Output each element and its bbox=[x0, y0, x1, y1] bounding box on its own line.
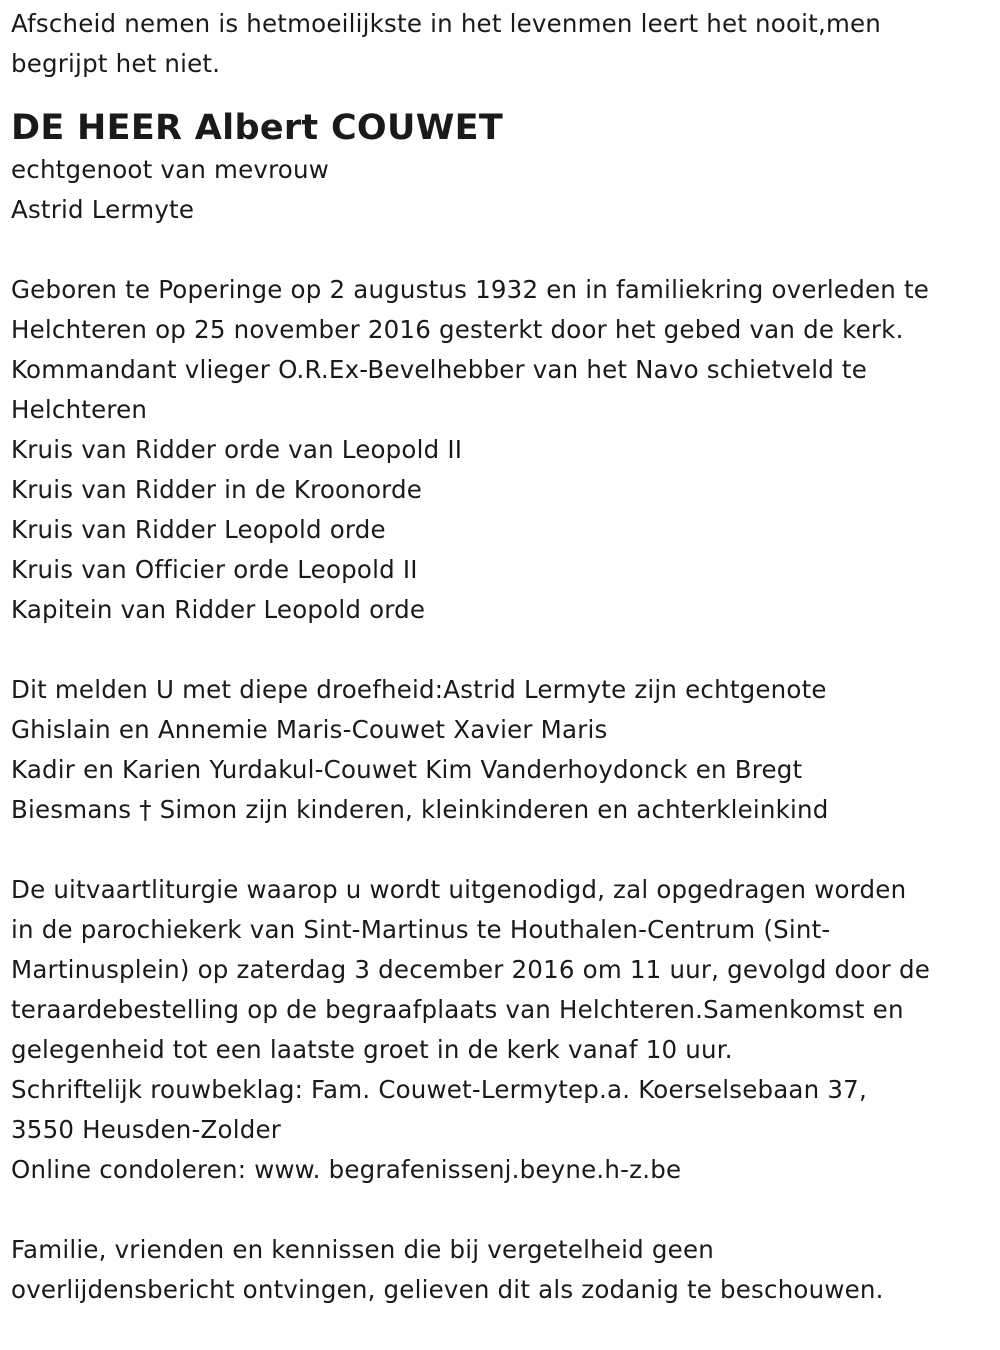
deceased-name: DE HEER Albert COUWET bbox=[11, 108, 503, 148]
funeral-line: Online condoleren: www. begrafenissenj.beyne.h-z.be bbox=[11, 1155, 682, 1184]
paragraph-spacer bbox=[11, 630, 991, 670]
funeral-line: Schriftelijk rouwbeklag: Fam. Couwet-Lermytep.a. Koerselsebaan 37, bbox=[11, 1075, 867, 1104]
funeral-section bbox=[11, 870, 991, 1190]
funeral-line: teraardebestelling op de begraafplaats van Helchteren.Samenkomst en bbox=[11, 995, 904, 1024]
family-line: Ghislain en Annemie Maris-Couwet Xavier Maris bbox=[11, 715, 608, 744]
biography-line: Kruis van Officier orde Leopold II bbox=[11, 555, 418, 584]
funeral-line: De uitvaartliturgie waarop u wordt uitgenodigd, zal opgedragen worden bbox=[11, 875, 907, 904]
biography-line: Kruis van Ridder Leopold orde bbox=[11, 515, 386, 544]
family-line: Dit melden U met diepe droefheid:Astrid Lermyte zijn echtgenote bbox=[11, 675, 827, 704]
closing-section bbox=[11, 1230, 991, 1310]
biography-line: Helchteren bbox=[11, 395, 148, 424]
quote-line: Afscheid nemen is hetmoeilijkste in het levenmen leert het nooit,men bbox=[11, 9, 882, 38]
spouse-line: echtgenoot van mevrouw bbox=[11, 155, 329, 184]
opening-quote bbox=[11, 4, 991, 84]
biography-line: Geboren te Poperinge op 2 augustus 1932 en in familiekring overleden te bbox=[11, 275, 930, 304]
family-line: Kadir en Karien Yurdakul-Couwet Kim Vanderhoydonck en Bregt bbox=[11, 755, 803, 784]
closing-line: Familie, vrienden en kennissen die bij vergetelheid geen bbox=[11, 1235, 714, 1264]
biography-line: Kruis van Ridder orde van Leopold II bbox=[11, 435, 463, 464]
obituary-notice bbox=[11, 4, 991, 1310]
spouse-info bbox=[11, 150, 991, 230]
biography-section bbox=[11, 270, 991, 630]
funeral-line: 3550 Heusden-Zolder bbox=[11, 1115, 281, 1144]
biography-line: Kapitein van Ridder Leopold orde bbox=[11, 595, 426, 624]
biography-line: Helchteren op 25 november 2016 gesterkt door het gebed van de kerk. bbox=[11, 315, 904, 344]
biography-line: Kommandant vlieger O.R.Ex-Bevelhebber van het Navo schietveld te bbox=[11, 355, 868, 384]
spouse-line: Astrid Lermyte bbox=[11, 195, 195, 224]
paragraph-spacer bbox=[11, 1190, 991, 1230]
biography-line: Kruis van Ridder in de Kroonorde bbox=[11, 475, 423, 504]
quote-line: begrijpt het niet. bbox=[11, 49, 221, 78]
family-line: Biesmans † Simon zijn kinderen, kleinkinderen en achterkleinkind bbox=[11, 795, 829, 824]
funeral-line: gelegenheid tot een laatste groet in de kerk vanaf 10 uur. bbox=[11, 1035, 733, 1064]
funeral-line: Martinusplein) op zaterdag 3 december 2016 om 11 uur, gevolgd door de bbox=[11, 955, 930, 984]
funeral-line: in de parochiekerk van Sint-Martinus te Houthalen-Centrum (Sint- bbox=[11, 915, 831, 944]
paragraph-spacer bbox=[11, 230, 991, 270]
closing-line: overlijdensbericht ontvingen, gelieven dit als zodanig te beschouwen. bbox=[11, 1275, 884, 1304]
paragraph-spacer bbox=[11, 830, 991, 870]
family-section bbox=[11, 670, 991, 830]
